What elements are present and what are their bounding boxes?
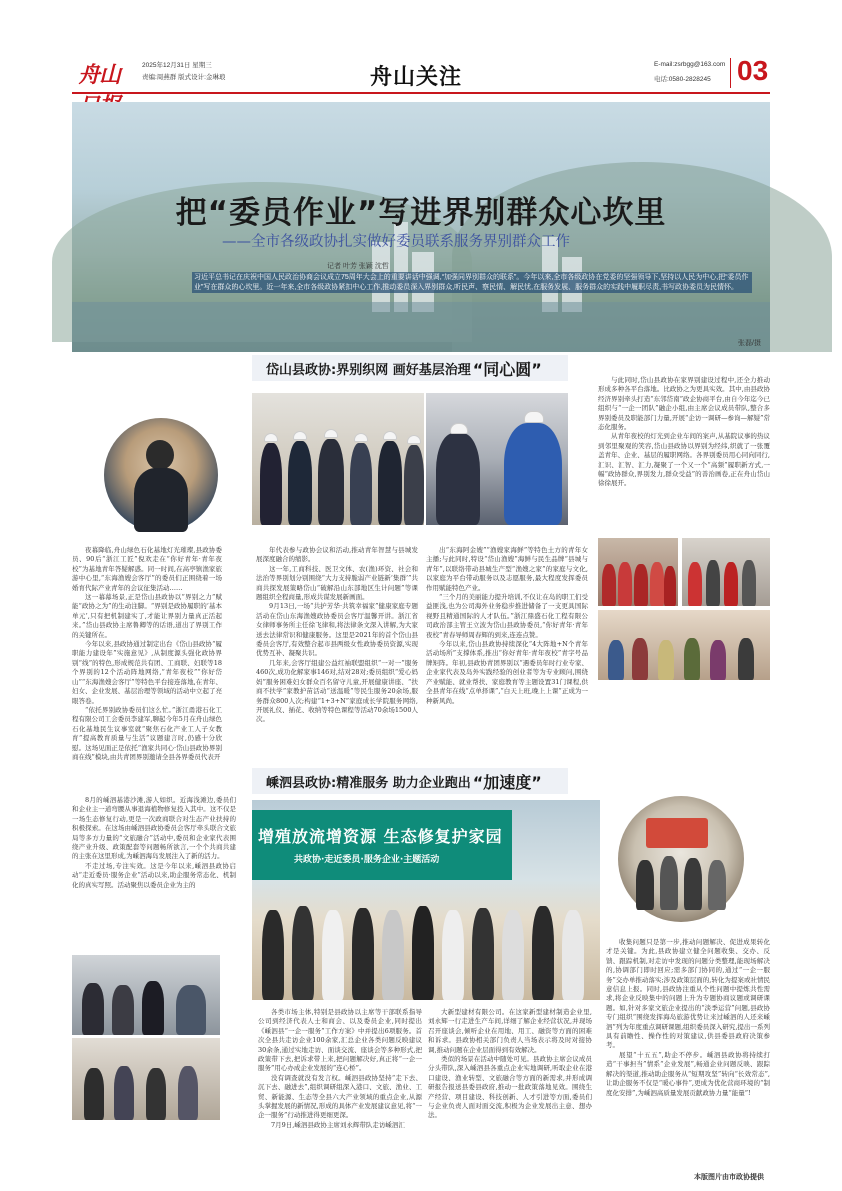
hero-lead: 习近平总书记在庆祝中国人民政治协商会议成立75周年大会上的重要讲话中强调,“加强同界别群众的联系”。今年以来,全市各级政协在党委的坚强领导下,坚持以人民为中心,把“委员作业”写在群众的心坎里。近一年来,全市各级政协紧扣中心工作,推动委员深入界别群众,听民声、察民情、解民忧,在服务发展、服务群众的实践中履职尽责,书写政协委员为民情怀。: [192, 272, 752, 293]
phone-line: 电话:0580-2828245: [654, 76, 711, 83]
paragraph: 7月9日,嵊泗县政协主席刘永辉带队走访嵊泗汇: [271, 1120, 405, 1129]
section-title: 舟山关注: [370, 64, 463, 90]
paragraph: 没有调查就没有发言权。嵊泗县政协坚持“走下去、沉下去、融进去”,组织调研组深入港口、文旅、渔业、工贸、新能源、生态等全县六大产业领域的重点企业,从源头掌握发展的新情况,形成的具体产业发展建议意见,将“一企一服务”行动推进得更细更深。: [258, 1073, 422, 1120]
section2-column-1: [72, 796, 236, 948]
page-number: 03: [737, 55, 769, 86]
section2-visit-photo-2: [72, 1038, 220, 1120]
section2-heading-quote: “加速度”: [472, 772, 542, 792]
paragraph: “依托界别政协委员们这么忙。”浙江甬港石化工程有限公司工会委员李建军,聊起今年5月在舟山绿色石化基地民生议事室就“聚焦石化产业工人子女教育”提高教育质量与生活”议题建言时,仍感十分欣慰。这场见面正是依托“渔家共同心·岱山县政协界别商在线”模块,由共青团界别邀请全县各界委员代表开: [72, 705, 222, 761]
paragraph: 这一幕幕场景,正是岱山县政协以“界别之力”赋能“政协之为”的生动注脚。“界别是政协履职的‘基本单元’,只有把机制建实了,才能让界别力量真正活起来。”岱山县政协主席鲁卿等的话语,道出了界别工作的关键所在。: [72, 593, 222, 639]
banner-subtext: 共政协·走近委员·服务企业·主题活动: [294, 855, 440, 865]
editor-line: 责编:周燕群 版式设计:金琳琅: [142, 74, 226, 81]
hero-title: 把“委员作业”写进界别群众心坎里: [175, 195, 667, 231]
paragraph: 年代表参与政协会议和活动,推动青年智慧与县城发展深度融合的缩影。: [256, 546, 418, 564]
banner-cloth: [252, 810, 512, 880]
paragraph: 各类市场主体,特别是县政协以主席等干部联系指导公司到经济代表人士和商会、以及委员企业,同时提出《嵊泗县“一企一服务”工作方案》中并提出6项服务。首次全县共走访企业100余家,汇总企业各类问题反映建议30余条,通过实地走访、面谈交流、座谈会等多种形式,把政策带下去,把诉求带上来,把问题解决好,真正将“一企一服务”用心办成企业发展的“连心桥”。: [258, 1008, 422, 1073]
section2-visit-photo-1: [72, 955, 220, 1035]
paragraph: 今年以来,岱山县政协持续深化“4大阵地+N个青年活动场所”支撑体系,推出“你好青年·青年夜校”青字号品牌矩阵。年初,县政协青团界别以“遇委员年时行业专家、企业家代表及岛外实践经验的创业者等为专业顾问,围绕产业赋能、就业帮扶、家庭教育等主题设置31门课程,供全县青年在线“点单择课”,“白天上班,晚上上课”正成为一种新风尚。: [426, 640, 588, 705]
section1-inspection-photo: [252, 393, 424, 525]
section1-heading-quote: “同心圆”: [472, 359, 542, 379]
header-rule: [72, 92, 770, 94]
paragraph: 出“东海阿金嫂”“渔嫂家海鲜”等特色土方的青年女主播;与此同时,特设“岱山渔嫂”海鲜与民生品牌“县城与青年”,以联络带动县城生产型“渔嫂之家”的家庭与文化,以家庭为平台带动服务以及志愿服务,最大程度发挥委员作用赋能特色产业。: [426, 546, 588, 592]
hero-photo-credit: 张磊/摄: [738, 340, 761, 347]
section2-meeting-photo: [618, 796, 744, 922]
section1-heading-text: 岱山县政协:界别织网 画好基层治理: [266, 362, 471, 378]
date-line: 2025年12月31日 星期三: [142, 62, 212, 69]
section2-column-4: [606, 938, 770, 1164]
paragraph: 大新型建材有限公司。在这家新型建材制造企业里,刘永辉一行走进生产车间,详细了解企业经营状况,并现场召开座谈会,倾听企业在用地、用工、融资等方面的困难和诉求。县政协相关部门负责人当场表示将及时对接协调,推动问题在企业层面得到有效解决。: [428, 1008, 592, 1054]
hero-image: [72, 102, 770, 352]
section2-banner-photo: [252, 800, 600, 1000]
section1-column-1: [72, 546, 222, 761]
section1-class-photo: [598, 610, 770, 680]
banner-text: 增殖放流增资源 生态修复护家园: [258, 827, 503, 846]
paragraph: 不走过场,专注实效。这是今年以来,嵊泗县政协启动“走近委员·服务企业”活动以来,助企服务常态化、机制化的真实写照。活动聚焦以委员企业为主的: [72, 861, 236, 889]
masthead-logo: 舟山: [78, 62, 121, 88]
hero-byline: 记者 叶芳 张颖 沈哲: [327, 263, 389, 270]
section1-column-3: [426, 546, 588, 754]
paragraph: 几年来,会客厅组建公益红袖联盟组织“一对一”服务460次,成功化解家事146对,结对28对;委员组织“爱心妈妈”服务困难妇女群众百名留守儿童,开展健康讲座、“扶商不扶学”家教护苗活动“送温暖”等民生服务20余场,服务群众800人次;构建“1+3+N”家庭成长学院服务网络,开展礼仪、插花、收纳等特色课程等活动70余场1500人次。: [256, 658, 418, 724]
section2-heading: [252, 768, 568, 794]
paragraph: 今年以来,县政协通过制定出台《岱山县政协“履职能力建设年”实施意见》,从制度源头强化政协界别“线”的特色,形成规范共有团、工商联、妇联等18个界别的12个活动阵地网络,“青年夜校”“你好岱山”“东海渔嫂会客厅”等特色平台接连落地,在青年、妇女、企业发展、基层治理等领域的活动中立起了亮眼答卷。: [72, 640, 222, 705]
section2-column-3: [428, 1008, 592, 1160]
header-divider: [730, 58, 731, 88]
paragraph: 展望“十五五”,助企不停步。嵊泗县政协将持续打造“干事担当”情系“企业发展”,畅通企业问题反映、跟踪解决的渠道,推动助企服务从“短期攻坚”转向“长效常态”,让助企服务不仅是“暖心事件”,更成为优化营商环境的“制度化安排”,为嵊泗高质量发展贡献政协力量“能量”!: [606, 1050, 770, 1097]
section1-column-2: [256, 546, 418, 754]
footer-photo-credit: 本版图片由市政协提供: [694, 1174, 764, 1181]
email-line: E-mail:zsrbgg@163.com: [654, 61, 726, 68]
section1-group-photo-1: [598, 538, 678, 606]
hero-subtitle: ——全市各级政协扎实做好委员联系服务界别群众工作: [222, 234, 570, 250]
section1-worker-photo: [426, 393, 568, 525]
section1-portrait-photo: [104, 418, 218, 532]
section2-heading-text: 嵊泗县政协:精准服务 助力企业跑出: [266, 775, 471, 791]
section1-group-photo-2: [682, 538, 770, 606]
paragraph: 与此同时,岱山县政协在家界别建设过程中,还全力推动形成多种各平台落地。比政协之为更具实效。其中,由县政协经济界别牵头打造“东邻岱南”政企协商平台,由自今年迄今已组织与“一企一团队”融企小组,由主席会议成员带队,整合多界别委员及职能部门力量,开展“企访一调研—参询—解疑”常态化服务。: [598, 376, 770, 432]
paragraph: 类似的场景在活动中随处可见。县政协主席会议成员分头带队,深入嵊泗县各重点企业实地调研,听取企业在港口建设、渔业转型、文旅融合等方面的新需求,并形成调研报告报送县委县政府,推动一批政策落地见效。围绕生产经营、项目建设、科技创新、人才引进等方面,委员们与企业负责人面对面交流,积极为企业发展出主意、想办法。: [428, 1055, 592, 1120]
paragraph: 8月的嵊泗基港沙滩,游人如织。近海浅滩边,委员们和企业主一道弯腰从事退海植物修复投入其中。这不仅是一场生态修复行动,更是一次政商联合对生态产业扶持的积极探索。在这场由嵊泗县政协委员会客厅牵头联合文旅局等多方力量的“文旅融合”活动中,委员和企业家代表围绕产业升级、政策配套等问题畅所欲言,一个个共商共建的主张在这里形成,为嵊泗海岛发展注入了新的活力。: [72, 796, 236, 861]
section1-heading: [252, 355, 568, 381]
section2-column-2: [258, 1008, 422, 1160]
paragraph: 9月13日,一场“共护芳华·共筑幸福家”健康家庭专题活动在岱山东海渔嫂政协委员会客厅温馨开讲。浙江省女律师事务所主任徐飞律和,将法律条文深入讲解,为大家送去法律常识和健康服务。这里是2021年的首个岱山县委员会客厅,有效整合起市县两级女性政协委员资源,实现优势互补、凝聚共识。: [256, 602, 418, 658]
section1-column-4: [598, 376, 770, 532]
paragraph: 从青年夜校的灯光到企业车间的案声,从基院议事的热议到邻里聚观的笑容,岱山县政协以界别为经纬,织就了一张覆盖青年、企业、基层的履职网络。各界别委员用心同向同行,汇识、汇智、汇力,凝聚了一个又一个“高频”履职新方式,一幅“政协群众,界别发力,群众受益”的善治画卷,正在舟山岱山徐徐展开。: [598, 432, 770, 488]
paragraph: “三个月的美丽能力提升培训,不仅让在岛的职工们受益匪浅,也为公司海外业务稳步推进储备了一支更具国际视野且精通国际的人才队伍。”浙江鼎盛石化工程有限公司政治部主管王立波为岱山县政协委员,“你好青年·青年夜校”青春导师周春辉的到来,连连点赞。: [426, 593, 588, 639]
paragraph: 夜幕降临,舟山绿色石化基地灯光璀璨,县政协委员、90后“浙江工匠”倪欢走在“你好青年·青年夜校”为基地青年答疑解惑。同一时间,在高亭镇渔家旅游中心里,“东海渔嫂会客厅”的委员们正围绕着一场婚育代际产业青年的会议征集活动……: [72, 546, 222, 592]
paragraph: 收集问题只是第一步,推动问题解决、促进成果转化才是关键。为此,县政协建立健全问题收集、交办、反馈、跟踪机制,对走访中发现的问题分类整理,能现场解决的,协调部门即时回应;需多部门协同的,通过“一企一服务”交办单推动落实;涉及政策层面的,转化为提案或社情民意信息上报。同时,县政协注重从个性问题中提炼共性需求,将企业反映集中的问题上升为专题协商议题或调研课题。如,针对多家文旅企业提出的“淡季运营”问题,县政协专门组织“围绕发挥海岛旅游优势让来过嵊泗的人还来嵊泗”列为年度重点调研课题,组织委员深入研究,提出一系列具有前瞻性、操作性的对策建议,供县委县政府决策参考。: [606, 938, 770, 1050]
paragraph: 这一年,工商科技、医卫文体、农(渔)环资、社会和法治等界别划分别围绕“大力支持脆弱产业链新‘集群’”共商共探发展策略岱山“破解沿山东部地区生计问题”等课题组织全程商量,形成共谋发展新画面。: [256, 564, 418, 602]
